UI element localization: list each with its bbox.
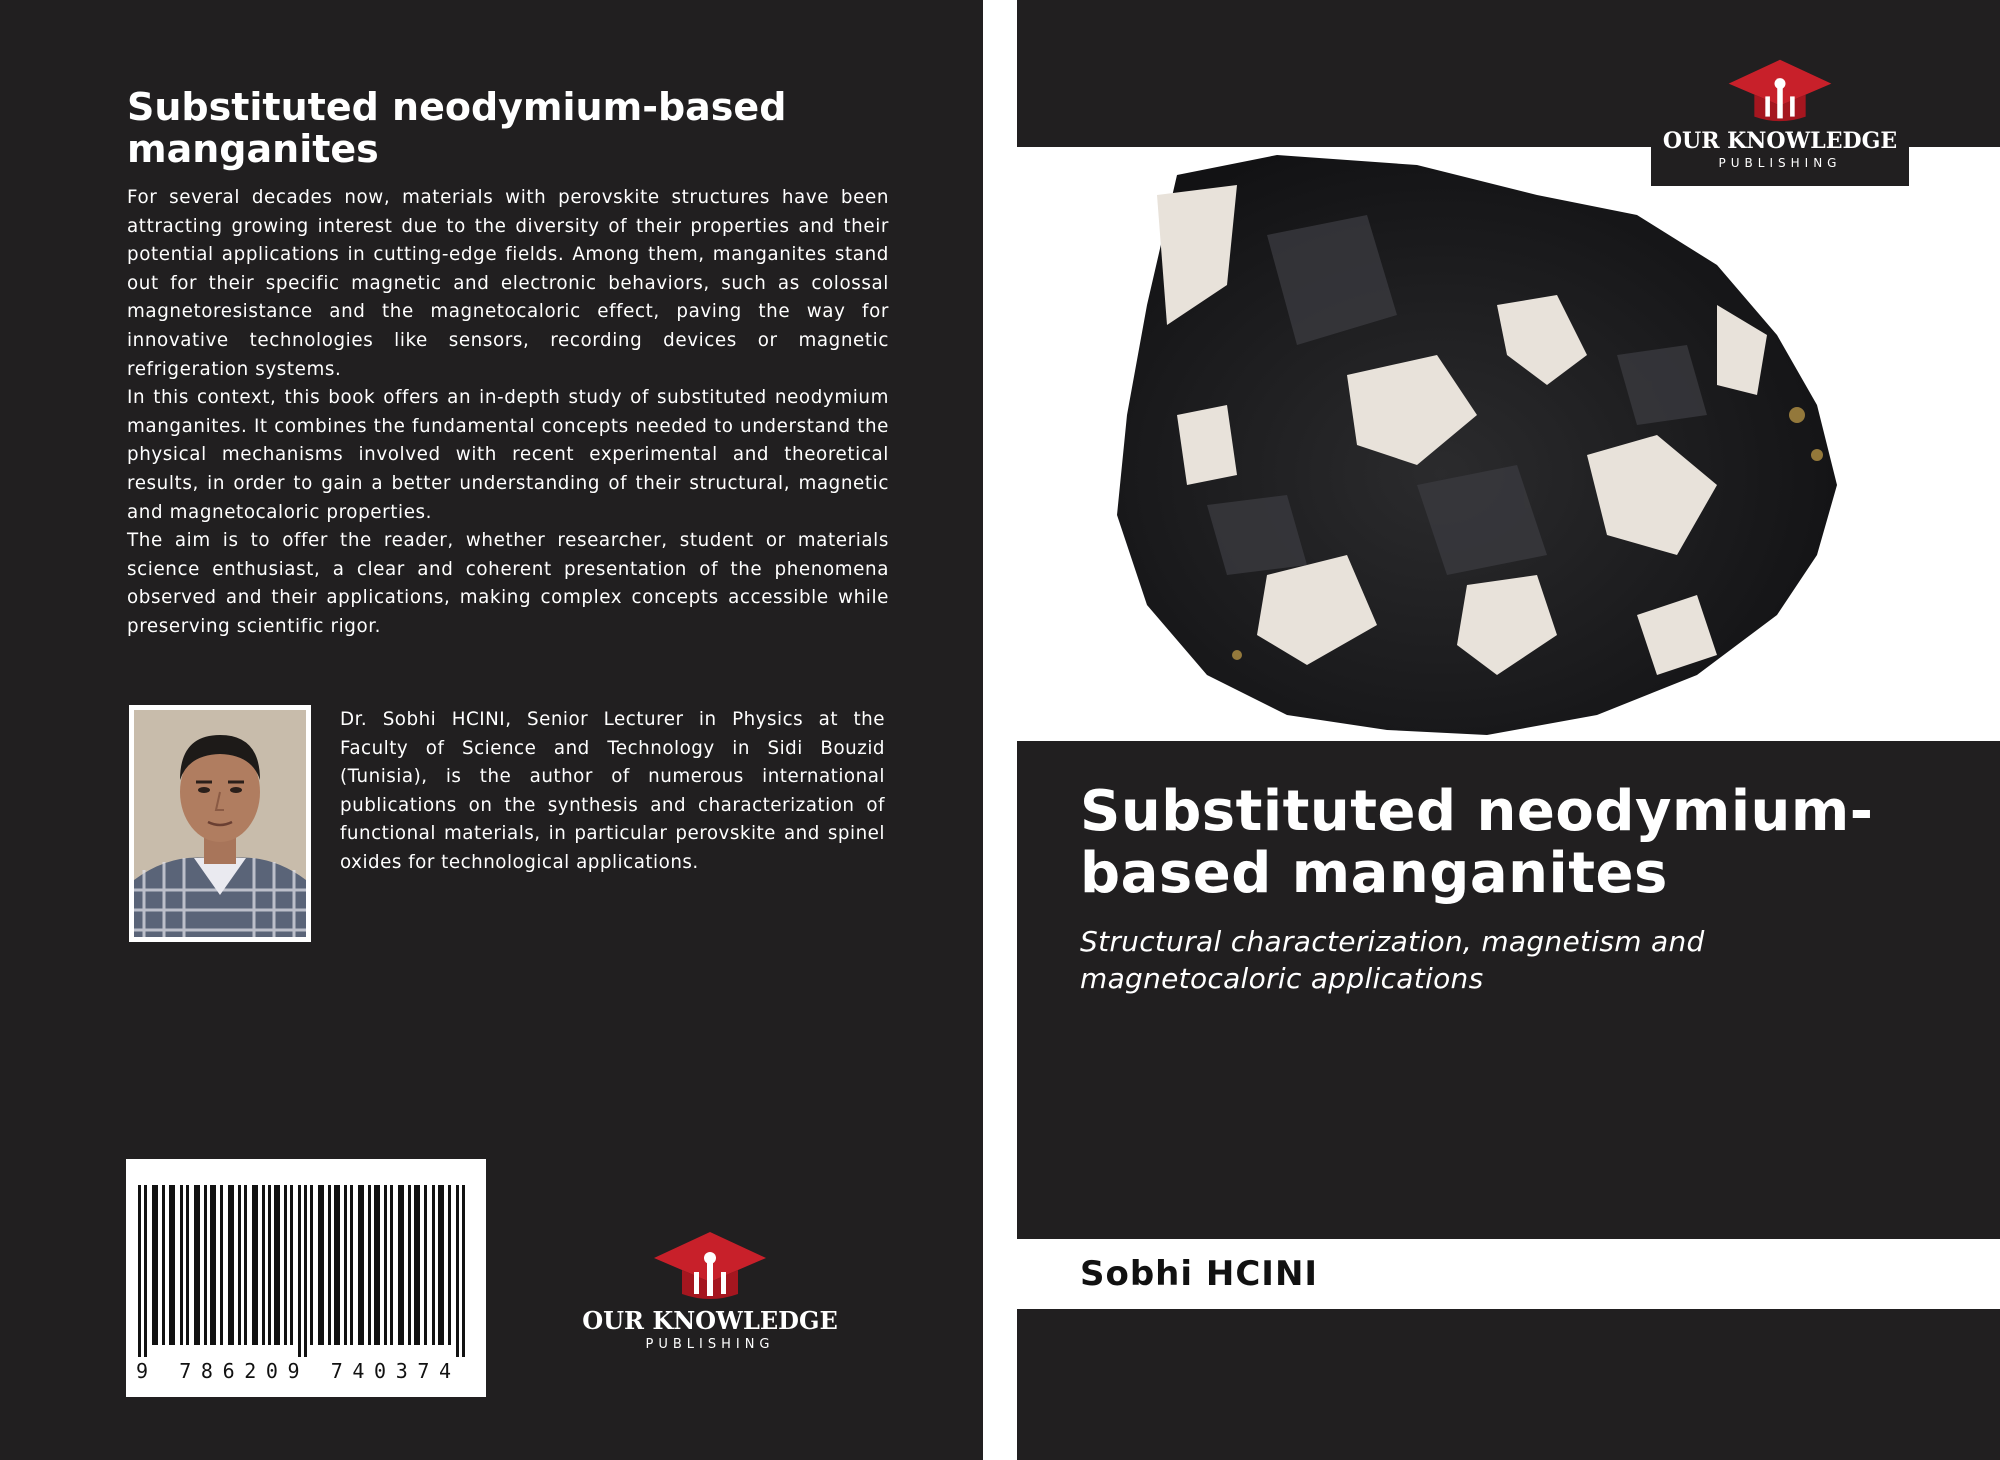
description-paragraph: The aim is to offer the reader, whether researcher, student or materials science enthusiast, a clear and coherent presentation of the phenomena observed and their applications, making complex concepts accessible while preserving scientific rigor. [127,530,889,637]
front-cover-subtitle: Structural characterization, magnetism and magnetocaloric applications [1080,925,1705,995]
isbn-barcode [126,1159,486,1397]
back-cover-description [127,184,889,642]
front-cover-title: Substituted neodymium-based manganites [1080,779,1874,906]
barcode-bars [138,1185,474,1357]
mineral-rock-image [1117,155,1917,735]
front-cover [1017,0,2000,1460]
publisher-logo [1651,56,1909,170]
graduation-cap-icon [650,1228,770,1302]
publisher-sub: PUBLISHING [1718,156,1842,170]
author-portrait-image [134,710,306,937]
description-paragraph: In this context, this book offers an in-depth study of substituted neodymium manganites. It combines the fundamental concepts needed to understand the physical mechanisms involved with recent experimental and theoretical results, in order to gain a better understanding of their structural, magnetic and magnetocaloric properties. [127,387,889,523]
front-bottom-band [1017,1309,2000,1460]
publisher-logo [580,1228,840,1352]
publisher-sub: PUBLISHING [645,1337,775,1352]
back-cover-title: Substituted neodymium-based manganites [127,85,787,171]
isbn-digits: 9 786209 740374 [136,1359,461,1383]
front-cover-author: Sobhi HCINI [1080,1254,1319,1294]
back-cover [0,0,983,1460]
author-bio: Dr. Sobhi HCINI, Senior Lecturer in Physics at the Faculty of Science and Technology in Sidi Bouzid (Tunisia), is the author of numerous international publications on the synthesis and characterization of functional materials, in particular perovskite and spinel oxides for technological applications. [340,709,885,873]
description-paragraph: For several decades now, materials with perovskite structures have been attracting growing interest due to the diversity of their properties and their potential applications in cutting-edge fields. Among them, manganites stand out for their specific magnetic and electronic behaviors, such as colossal magnetoresistance and the magnetocaloric effect, paving the way for innovative technologies like sensors, recording devices or magnetic refrigeration systems. [127,187,889,380]
spine-gap [983,0,1017,1460]
front-title-band [1017,741,2000,1239]
publisher-name: OUR KNOWLEDGE [582,1306,838,1335]
author-photo [129,705,311,942]
graduation-cap-icon [1725,56,1835,124]
publisher-name: OUR KNOWLEDGE [1662,128,1898,154]
